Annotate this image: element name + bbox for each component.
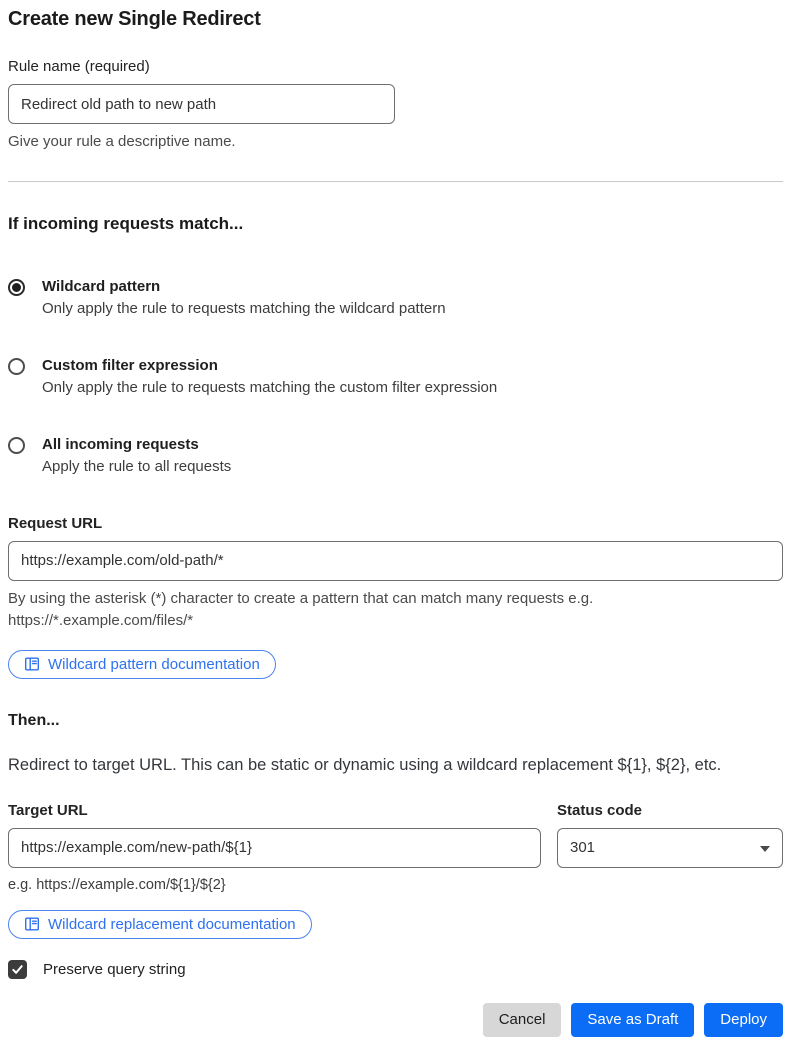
rule-name-label: Rule name (required)	[8, 58, 150, 75]
radio-button-icon[interactable]	[8, 358, 25, 375]
radio-description: Only apply the rule to requests matching the custom filter expression	[42, 378, 498, 396]
radio-label: Wildcard pattern	[42, 277, 161, 295]
radio-label: All incoming requests	[42, 435, 199, 453]
footer-actions	[8, 1003, 783, 1037]
target-url-help: e.g. https://example.com/${1}/${2}	[8, 876, 226, 893]
request-url-label: Request URL	[8, 514, 103, 532]
status-code-select[interactable]	[557, 828, 783, 868]
request-url-help-line2: https://*.example.com/files/*	[8, 612, 194, 629]
page-title: Create new Single Redirect	[8, 8, 261, 30]
then-section-heading: Then...	[8, 711, 60, 729]
radio-description: Apply the rule to all requests	[42, 457, 232, 475]
book-icon	[24, 916, 40, 932]
radio-option-all-incoming-requests[interactable]	[8, 436, 783, 475]
target-url-input[interactable]	[8, 828, 541, 868]
target-url-status-row	[8, 802, 783, 893]
section-divider	[8, 181, 783, 182]
chevron-down-icon	[760, 846, 770, 852]
cancel-button[interactable]: Cancel	[483, 1003, 562, 1037]
radio-label: Custom filter expression	[42, 356, 218, 374]
preserve-query-string-label: Preserve query string	[43, 960, 186, 978]
radio-description: Only apply the rule to requests matching the wildcard pattern	[42, 299, 446, 317]
radio-option-wildcard-pattern[interactable]	[8, 278, 783, 317]
wildcard-pattern-docs-button[interactable]	[8, 650, 276, 679]
radio-button-icon[interactable]	[8, 279, 25, 296]
target-url-field	[8, 802, 541, 893]
preserve-query-string-checkbox[interactable]	[8, 960, 27, 979]
radio-button-icon[interactable]	[8, 437, 25, 454]
wildcard-replacement-docs-button[interactable]	[8, 910, 312, 939]
match-type-radio-group	[8, 278, 783, 475]
checkmark-icon	[11, 963, 24, 976]
request-url-input[interactable]	[8, 541, 783, 581]
doc-button-label: Wildcard replacement documentation	[48, 915, 296, 933]
save-as-draft-button[interactable]: Save as Draft	[571, 1003, 694, 1037]
status-code-label: Status code	[557, 801, 643, 819]
status-code-selected-value: 301	[570, 839, 596, 856]
deploy-button[interactable]: Deploy	[704, 1003, 783, 1037]
request-url-help-line1: By using the asterisk (*) character to create a pattern that can match many requests e.g.	[8, 589, 594, 607]
target-url-label: Target URL	[8, 801, 88, 819]
rule-name-field	[8, 58, 783, 154]
request-url-help	[8, 588, 783, 633]
match-section-heading: If incoming requests match...	[8, 213, 244, 233]
radio-option-custom-filter-expression[interactable]	[8, 357, 783, 396]
book-icon	[24, 656, 40, 672]
status-code-field	[557, 802, 783, 893]
preserve-query-string-row[interactable]	[8, 960, 783, 979]
doc-button-label: Wildcard pattern documentation	[48, 655, 260, 673]
then-description: Redirect to target URL. This can be static or dynamic using a wildcard replacement ${1}, ${2}, etc.	[8, 755, 722, 774]
rule-name-help: Give your rule a descriptive name.	[8, 133, 236, 150]
request-url-field	[8, 515, 783, 633]
rule-name-input[interactable]	[8, 84, 395, 124]
